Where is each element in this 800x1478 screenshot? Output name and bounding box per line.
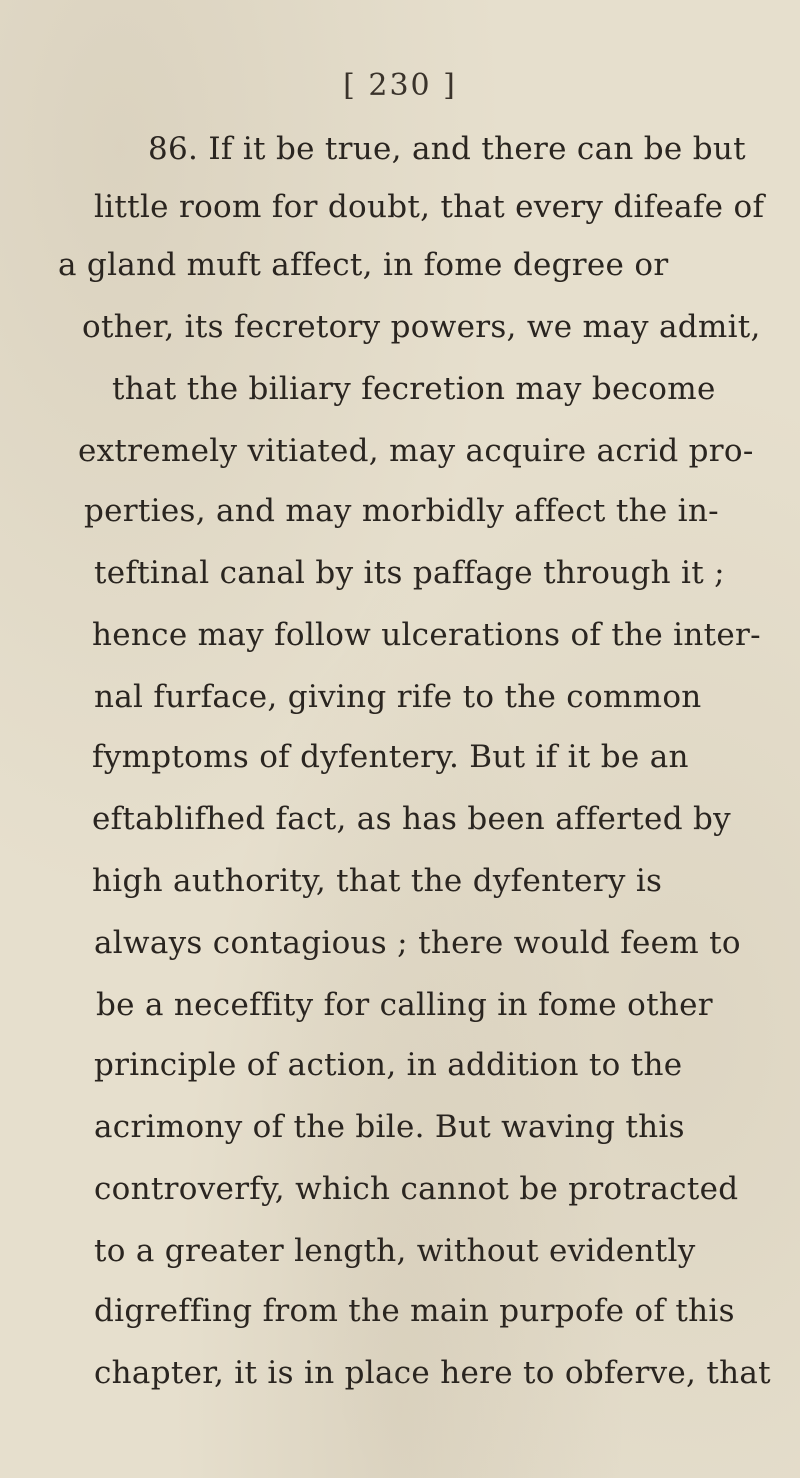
text-line: digreffing from the main purpofe of this — [94, 1293, 735, 1329]
text-line: be a neceffity for calling in fome other — [96, 987, 713, 1023]
text-line: a gland muft affect, in fome degree or — [58, 247, 669, 283]
text-line: teftinal canal by its paffage through it ; — [94, 555, 725, 591]
text-line: little room for doubt, that every difeafe of — [94, 189, 765, 225]
text-line: acrimony of the bile. But waving this — [94, 1109, 685, 1145]
text-line: eftablifhed fact, as has been afferted by — [92, 801, 731, 837]
text-line: extremely vitiated, may acquire acrid pro- — [78, 433, 754, 469]
text-line: that the biliary fecretion may become — [112, 371, 716, 407]
text-line: 86. If it be true, and there can be but — [148, 131, 746, 167]
text-line: nal furface, giving rife to the common — [94, 679, 702, 715]
text-line: to a greater length, without evidently — [94, 1233, 696, 1269]
text-line: principle of action, in addition to the — [94, 1047, 683, 1083]
text-line: chapter, it is in place here to obferve, that — [94, 1355, 771, 1391]
text-line: fymptoms of dyfentery. But if it be an — [92, 739, 689, 775]
text-line: hence may follow ulcerations of the inter- — [92, 617, 761, 653]
text-line: high authority, that the dyfentery is — [92, 863, 663, 899]
text-line: other, its fecretory powers, we may admit, — [82, 309, 761, 345]
text-line: always contagious ; there would feem to — [94, 925, 741, 961]
page-number-header: [ 230 ] — [343, 68, 457, 103]
text-line: controverfy, which cannot be protracted — [94, 1171, 739, 1207]
text-line: perties, and may morbidly affect the in- — [84, 493, 719, 529]
